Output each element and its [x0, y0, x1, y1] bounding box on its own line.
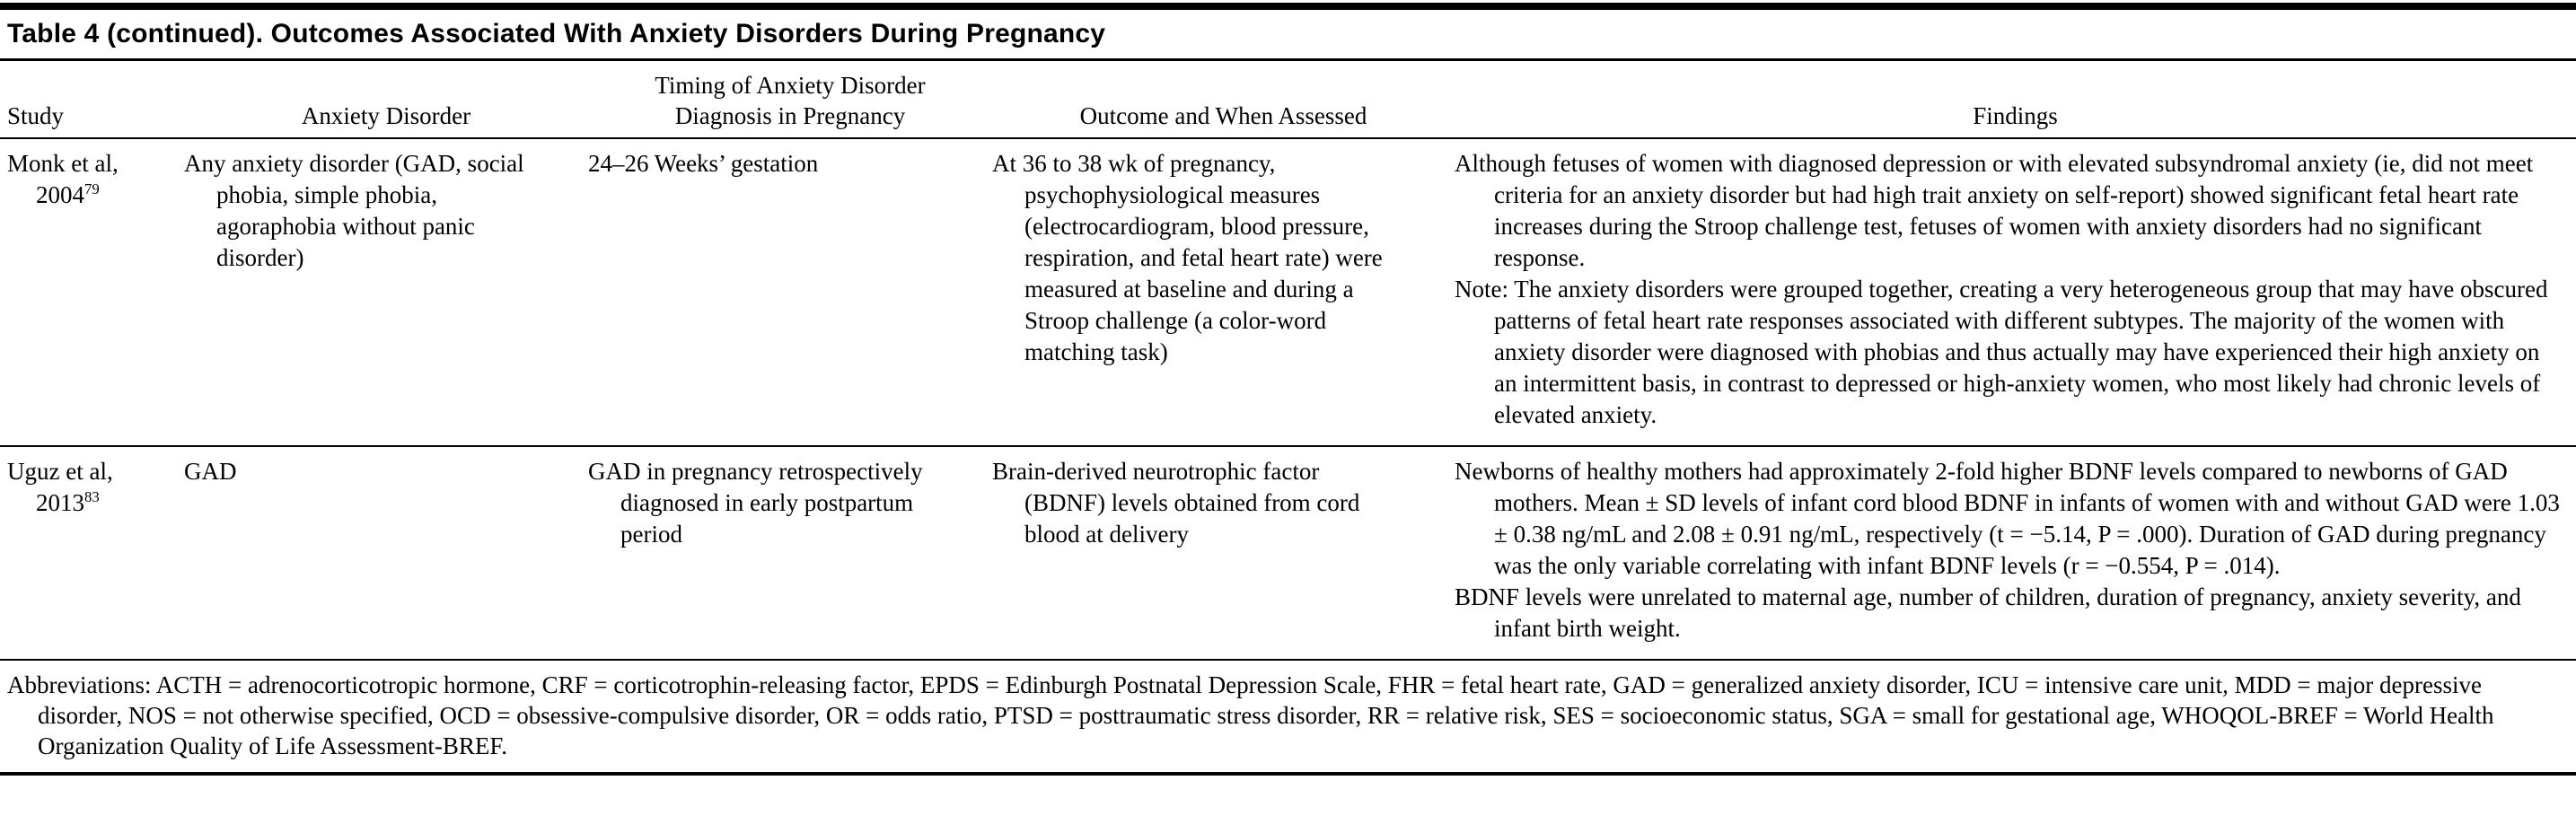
column-header-outcome-label: Outcome and When Assessed	[1079, 102, 1367, 129]
timing-text: GAD in pregnancy retrospectively diagnosed in early postpartum period	[588, 458, 923, 548]
table-row-monk-2004	[0, 138, 2576, 446]
findings-cell	[1455, 446, 2576, 659]
findings-cell	[1455, 138, 2576, 446]
study-year-text: 2004	[36, 181, 84, 208]
findings-paragraph: Note: The anxiety disorders were grouped together, creating a very heterogeneous group that may have obscured patterns of fetal heart rate responses associated with different subtypes. The majority of the women with anxiety disorder were diagnosed with phobias and thus actually may have experienced their high anxiety on an intermittent basis, in contrast to depressed or high-anxiety women, who most likely had chronic levels of elevated anxiety.	[1455, 276, 2548, 428]
outcome-text: Brain-derived neurotrophic factor (BDNF) levels obtained from cord blood at delivery	[992, 458, 1360, 548]
study-year	[7, 180, 179, 211]
column-header-findings	[1455, 61, 2576, 138]
outcomes-table	[0, 61, 2576, 659]
column-header-outcome	[992, 61, 1455, 138]
outcome-cell	[992, 446, 1455, 659]
reference-superscript: 83	[84, 488, 100, 505]
table-row-uguz-2013	[0, 446, 2576, 659]
column-header-timing	[588, 61, 992, 138]
top-rule	[0, 3, 2576, 10]
study-year	[7, 487, 179, 519]
timing-cell	[588, 446, 992, 659]
findings-paragraph: Although fetuses of women with diagnosed depression or with elevated subsyndromal anxiety (ie, did not meet criteria for an anxiety disorder but had high trait anxiety on self-report) showed significant fetal heart rate increases during the Stroop challenge test, fetuses of women with anxiety disorders had no significant response.	[1455, 150, 2534, 271]
header-row	[0, 61, 2576, 138]
study-year-text: 2013	[36, 489, 84, 516]
abbreviations-footnote: Abbreviations: ACTH = adrenocorticotropic hormone, CRF = corticotrophin-releasing factor, EPDS = Edinburgh Postnatal Depression Scale, FHR = fetal heart rate, GAD = generalized anxiety disorder, ICU = intensive care unit, MDD = major depressive disorder, NOS = not otherwise specified, OCD = obsessive-compulsive disorder, OR = odds ratio, PTSD = posttraumatic stress disorder, RR = relative risk, SES = socioeconomic status, SGA = small for gestational age, WHOQOL-BREF = World Health Organization Quality of Life Assessment-BREF.	[7, 671, 2494, 759]
reference-superscript: 79	[84, 180, 100, 197]
outcome-text: At 36 to 38 wk of pregnancy, psychophysiological measures (electrocardiogram, blood pressure, respiration, and fetal heart rate) were measured at baseline and during a Stroop challenge (a color-word matching task)	[992, 150, 1383, 365]
anxiety-disorder-text: Any anxiety disorder (GAD, social phobia, simple phobia, agoraphobia without panic disorder)	[184, 150, 524, 271]
anxiety-disorder-cell	[184, 446, 588, 659]
study-cell	[0, 446, 184, 659]
timing-text: 24–26 Weeks’ gestation	[588, 150, 819, 177]
table-title: Table 4 (continued). Outcomes Associated With Anxiety Disorders During Pregnancy	[7, 19, 1106, 48]
study-cell	[0, 138, 184, 446]
findings-paragraph: Newborns of healthy mothers had approximately 2-fold higher BDNF levels compared to newborns of GAD mothers. Mean ± SD levels of infant cord blood BDNF in infants of women with and without GAD were 1.03 ± 0.38 ng/mL and 2.08 ± 0.91 ng/mL, respectively (t = −5.14, P = .000). Duration of GAD during pregnancy was the only variable correlating with infant BDNF levels (r = −0.554, P = .014).	[1455, 458, 2560, 579]
anxiety-disorder-text: GAD	[184, 458, 237, 485]
column-header-anxiety-disorder	[184, 61, 588, 138]
column-header-anxiety-disorder-label: Anxiety Disorder	[301, 102, 471, 129]
bottom-rule	[0, 772, 2576, 776]
column-header-study: Study	[7, 102, 65, 129]
column-header-findings-label: Findings	[1973, 102, 2058, 129]
study-author: Uguz et al,	[7, 458, 113, 485]
outcome-cell	[992, 138, 1455, 446]
study-author: Monk et al,	[7, 150, 119, 177]
anxiety-disorder-cell	[184, 138, 588, 446]
findings-paragraph: BDNF levels were unrelated to maternal age, number of children, duration of pregnancy, anxiety severity, and infant birth weight.	[1455, 583, 2521, 642]
timing-cell	[588, 138, 992, 446]
column-header-timing-label: Timing of Anxiety Disorder Diagnosis in Pregnancy	[655, 72, 926, 129]
